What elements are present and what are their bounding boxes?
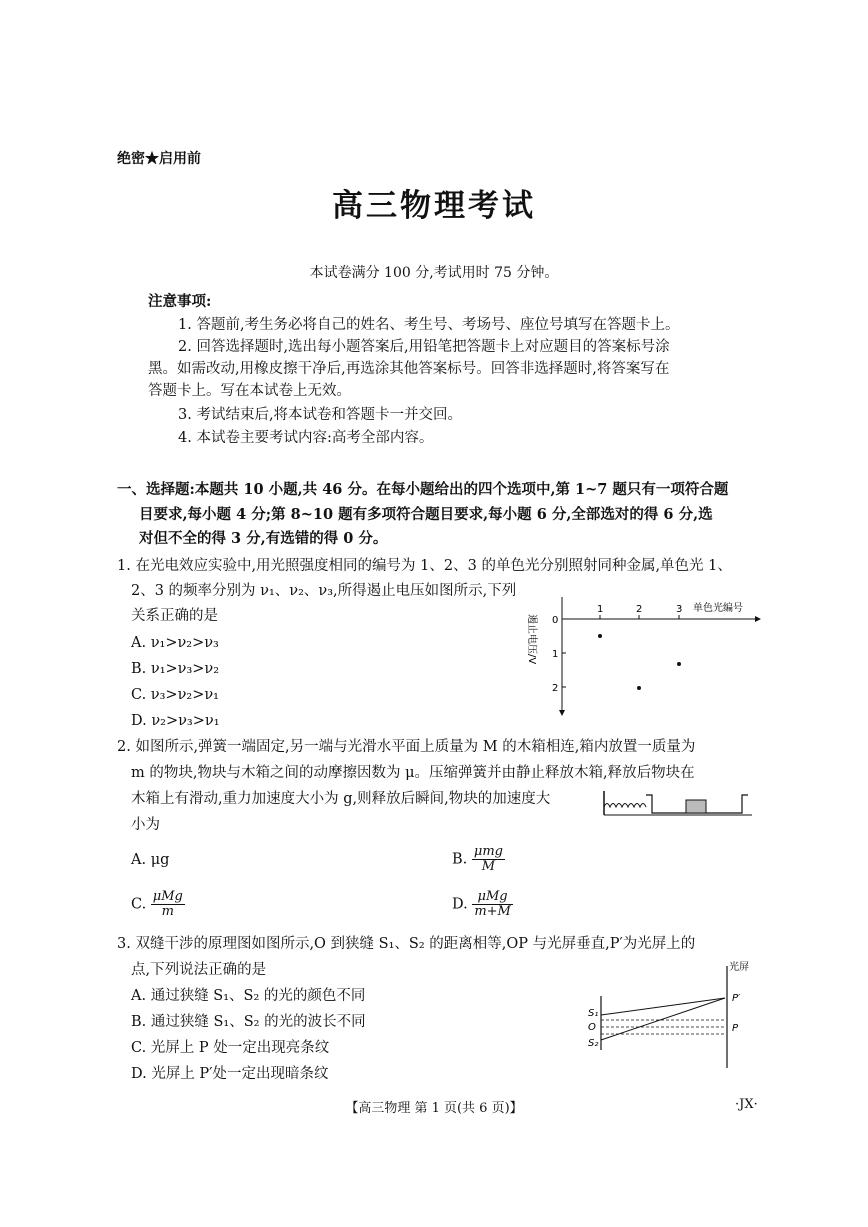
- question-3-text: 点,下列说法正确的是: [131, 962, 267, 978]
- page-footer: 【高三物理 第 1 页(共 6 页)】: [345, 1101, 523, 1116]
- screen-label: 光屏: [729, 962, 749, 973]
- notes-line: 答题卡上。写在本试卷上无效。: [148, 383, 351, 399]
- q1-option-d: D. ν₂>ν₃>ν₁: [131, 713, 220, 729]
- q3-option-c: C. 光屏上 P 处一定出现亮条纹: [131, 1040, 330, 1056]
- x-tick-label: 1: [597, 604, 604, 615]
- double-slit-diagram: [585, 958, 755, 1073]
- data-point-2: [637, 686, 641, 690]
- question-2-text: 木箱上有滑动,重力加速度大小为 g,则释放后瞬间,物块的加速度大: [131, 791, 551, 807]
- page-title: 高三物理考试: [332, 188, 536, 224]
- fraction-numerator: μMg: [472, 890, 513, 905]
- notes-line: 1. 答题前,考生务必将自己的姓名、考生号、考场号、座位号填写在答题卡上。: [178, 317, 680, 333]
- q2-option-c-letter: C.: [131, 896, 147, 913]
- y-axis-arrow: [559, 710, 565, 716]
- x-tick-label: 3: [676, 604, 683, 615]
- notes-line: 黑。如需改动,用橡皮擦干净后,再选涂其他答案标号。回答非选择题时,将答案写在: [148, 361, 670, 377]
- question-1-text: 2、3 的频率分别为 ν₁、ν₂、ν₃,所得遏止电压如图所示,下列: [131, 583, 517, 599]
- x-axis-arrow: [755, 616, 761, 622]
- notes-heading: 注意事项:: [148, 293, 212, 310]
- fraction-denominator: m+M: [474, 904, 511, 919]
- question-1-text: 1. 在光电效应实验中,用光照强度相同的编号为 1、2、3 的单色光分别照射同种金属,单色光 1、: [117, 558, 732, 574]
- pprime-label: P′: [732, 993, 741, 1004]
- o-label: O: [588, 1022, 596, 1033]
- ray-s1-pprime: [601, 998, 725, 1015]
- x-tick-label: 2: [636, 604, 643, 615]
- q2-option-a: A. μg: [131, 852, 170, 868]
- q2-option-b: [452, 845, 505, 874]
- question-2-text: 2. 如图所示,弹簧一端固定,另一端与光滑水平面上质量为 M 的木箱相连,箱内放置一质量为: [117, 739, 696, 755]
- x-axis-label: 单色光编号: [693, 603, 743, 614]
- q2-option-c-fraction: [151, 890, 185, 919]
- fraction-denominator: M: [481, 859, 496, 874]
- y-tick-label: 1: [552, 649, 559, 660]
- q3-option-d: D. 光屏上 P′处一定出现暗条纹: [131, 1066, 329, 1082]
- stopping-voltage-chart: [515, 592, 765, 717]
- notes-line: 3. 考试结束后,将本试卷和答题卡一并交回。: [178, 407, 463, 423]
- section-instruction: 对但不全的得 3 分,有选错的得 0 分。: [139, 530, 388, 547]
- q2-option-b-letter: B.: [452, 851, 468, 868]
- spring: [604, 804, 646, 808]
- score-info: 本试卷满分 100 分,考试用时 75 分钟。: [309, 265, 559, 281]
- q1-option-b: B. ν₁>ν₃>ν₂: [131, 661, 220, 677]
- confidential-label: 绝密★启用前: [117, 151, 201, 167]
- s1-label: S₁: [588, 1008, 599, 1019]
- y-axis-label: 遏止电压/V: [526, 614, 537, 665]
- y-tick-label: 2: [552, 683, 559, 694]
- q3-option-a: A. 通过狭缝 S₁、S₂ 的光的颜色不同: [131, 988, 366, 1004]
- block: [686, 800, 706, 813]
- q2-option-d-letter: D.: [452, 896, 468, 913]
- question-1-text: 关系正确的是: [131, 608, 218, 624]
- data-point-3: [677, 662, 681, 666]
- fraction-numerator: μMg: [152, 889, 183, 904]
- q1-option-a: A. ν₁>ν₂>ν₃: [131, 635, 219, 651]
- q2-option-c: [131, 890, 185, 919]
- q2-option-b-fraction: [472, 845, 505, 874]
- notes-line: 2. 回答选择题时,选出每小题答案后,用铅笔把答题卡上对应题目的答案标号涂: [178, 339, 670, 355]
- q3-option-b: B. 通过狭缝 S₁、S₂ 的光的波长不同: [131, 1014, 366, 1030]
- p-label: P: [732, 1023, 739, 1034]
- notes-line: 4. 本试卷主要考试内容:高考全部内容。: [178, 430, 434, 446]
- section-instruction: 一、选择题:本题共 10 小题,共 46 分。在每小题给出的四个选项中,第 1~7 题只有一项符合题: [117, 481, 729, 498]
- y-tick-label: 0: [552, 615, 559, 626]
- question-2-text: m 的物块,物块与木箱之间的动摩擦因数为 μ。压缩弹簧并由静止释放木箱,释放后物块在: [131, 765, 695, 781]
- section-instruction: 目要求,每小题 4 分;第 8~10 题有多项符合题目要求,每小题 6 分,全部选对的得 6 分,选: [139, 506, 713, 523]
- data-point-1: [598, 634, 602, 638]
- q2-option-d-fraction: [472, 890, 513, 919]
- spring-box-diagram: [600, 785, 755, 820]
- question-2-text: 小为: [131, 817, 160, 833]
- q1-option-c: C. ν₃>ν₂>ν₁: [131, 687, 219, 703]
- q2-option-d: [452, 890, 513, 919]
- question-3-text: 3. 双缝干涉的原理图如图所示,O 到狭缝 S₁、S₂ 的距离相等,OP 与光屏垂直,P′为光屏上的: [117, 936, 696, 952]
- fraction-denominator: m: [161, 904, 174, 919]
- exam-code: ·JX·: [735, 1097, 758, 1112]
- fraction-numerator: μmg: [473, 844, 503, 859]
- s2-label: S₂: [588, 1038, 599, 1049]
